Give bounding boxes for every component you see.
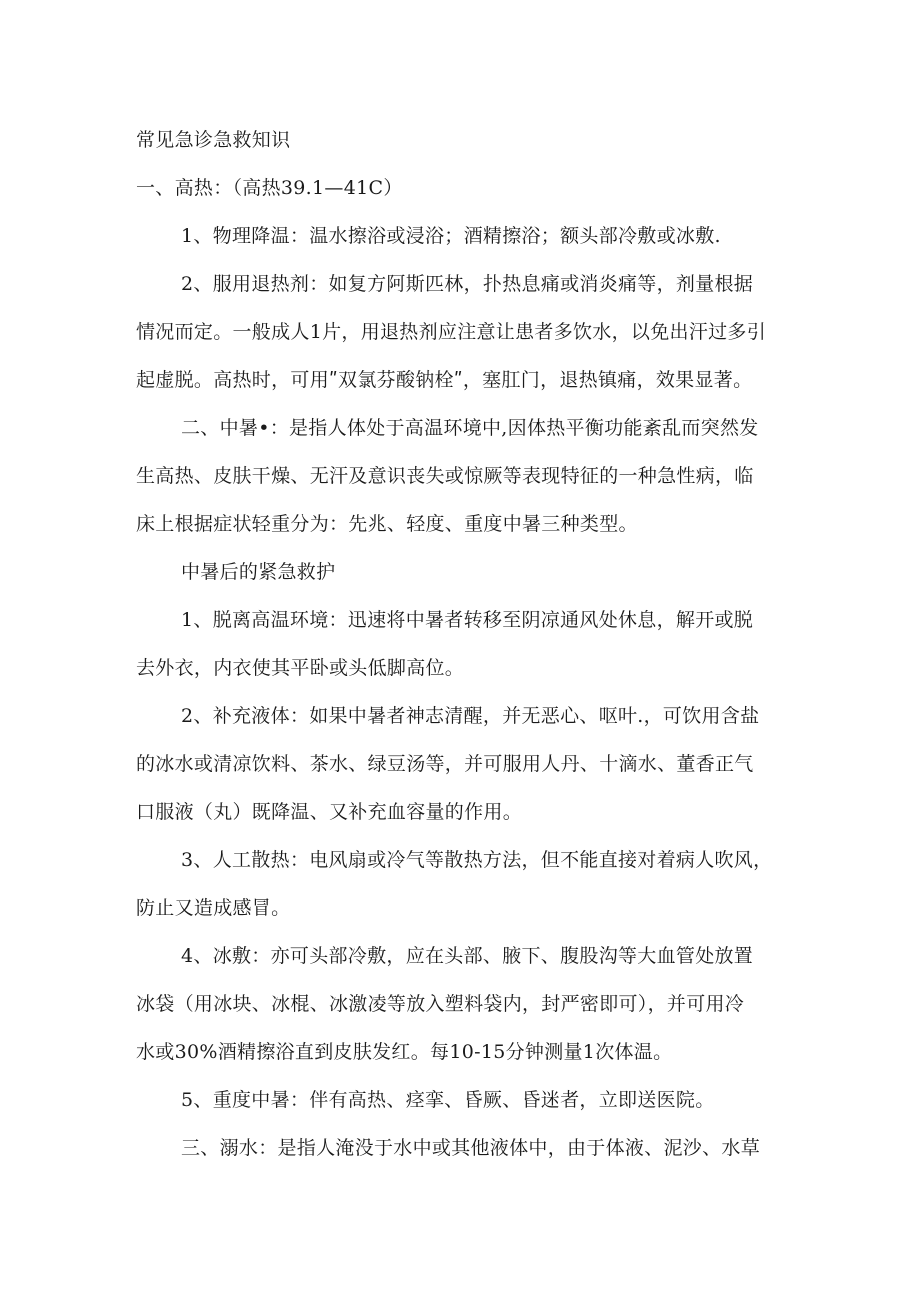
paragraph-line: 情况而定。一般成人1片，用退热剂应注意让患者多饮水，以免出汗过多引 (136, 321, 766, 343)
paragraph-line: 4、冰敷：亦可头部冷敷，应在头部、腋下、腹股沟等大血管处放置 (181, 945, 754, 967)
paragraph-line: 去外衣，内衣使其平卧或头低脚高位。 (136, 657, 465, 679)
paragraph-line: 起虚脱。高热时，可用ʺ双氯芬酸钠栓ʺ，塞肛门，退热镇痛，效果显著。 (136, 369, 753, 391)
paragraph-line: 水或30%酒精擦浴直到皮肤发红。每10-15分钟测量1次体温。 (136, 1041, 673, 1063)
document-title: 常见急诊急救知识 (136, 129, 291, 151)
paragraph-line: 冰袋（用冰块、冰棍、冰激凌等放入塑料袋内，封严密即可），并可用冷 (136, 993, 745, 1015)
paragraph-line: 防止又造成感冒。 (136, 897, 291, 919)
paragraph-line: 1、脱离高温环境：迅速将中暑者转移至阴凉通风处休息，解开或脱 (181, 609, 754, 631)
paragraph-line: 的冰水或清凉饮料、茶水、绿豆汤等，并可服用人丹、十滴水、董香正气 (136, 753, 754, 775)
paragraph-line: 生高热、皮肤干燥、无汗及意识丧失或惊厥等表现特征的一种急性病，临 (136, 465, 754, 487)
paragraph-line: 口服液（丸）既降温、又补充血容量的作用。 (136, 801, 523, 823)
paragraph-line: 5、重度中暑：伴有高热、痉挛、昏厥、昏迷者，立即送医院。 (181, 1089, 715, 1111)
subheading-emergency-care: 中暑后的紧急救护 (181, 561, 336, 583)
section-heading-drowning: 三、溺水：是指人淹没于水中或其他液体中，由于体液、泥沙、水草 (181, 1137, 761, 1159)
paragraph-line: 2、服用退热剂：如复方阿斯匹林，扑热息痛或消炎痛等，剂量根据 (181, 273, 754, 295)
paragraph-line: 1、物理降温：温水擦浴或浸浴；酒精擦浴；额头部冷敷或冰敷. (181, 225, 721, 247)
section-heading-heatstroke: 二、中暑•：是指人体处于高温环境中,因体热平衡功能紊乱而突然发 (181, 417, 759, 439)
paragraph-line: 床上根据症状轻重分为：先兆、轻度、重度中暑三种类型。 (136, 513, 638, 535)
section-heading-fever: 一、高热：（高热39.1—41C） (136, 177, 403, 199)
document-body (136, 116, 786, 1172)
paragraph-line: 3、人工散热：电风扇或冷气等散热方法，但不能直接对着病人吹风， (181, 849, 773, 871)
paragraph-line: 2、补充液体：如果中暑者神志清醒，并无恶心、呕叶.，可饮用含盐 (181, 705, 760, 727)
